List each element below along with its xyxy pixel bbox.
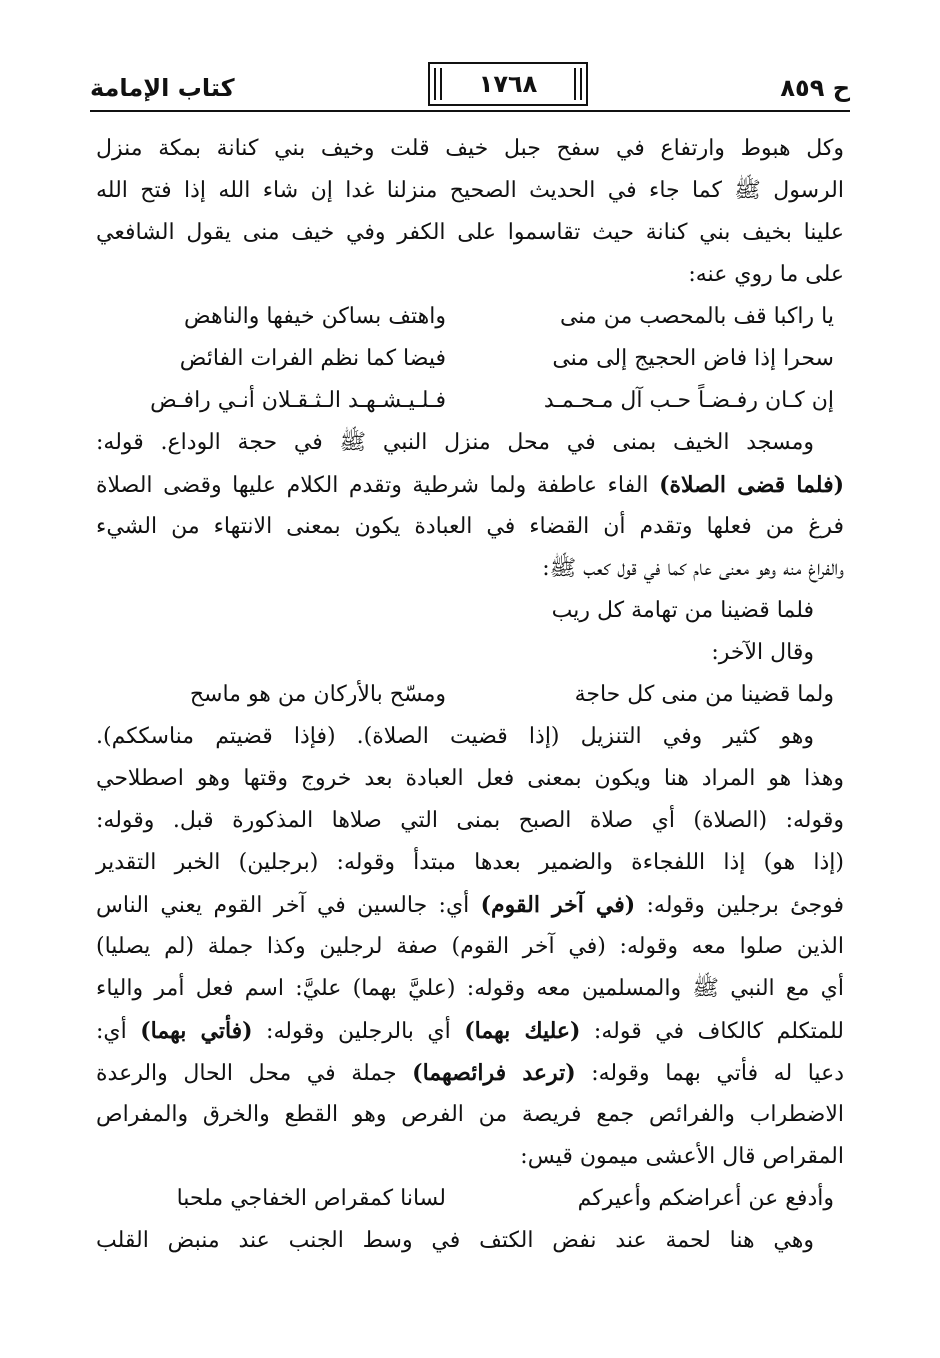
quoted-phrase: (فأتي بهما) xyxy=(140,1018,253,1044)
text-line: المقراص قال الأعشى ميمون قيس: xyxy=(520,1144,844,1169)
quoted-phrase: (ترعد فرائصهما) xyxy=(412,1060,576,1086)
poem-verse xyxy=(96,338,844,380)
verse-first-hemistich: ولما قضينا من منى كل حاجة xyxy=(574,682,834,707)
text-line xyxy=(96,1010,844,1052)
text-line: وهي هنا لحمة عند نفض الكتف في وسط الجنب عند منبض القلب xyxy=(96,1228,814,1253)
verse-second-hemistich: لسانا كمقراص الخفاجي ملحبا xyxy=(176,1186,446,1211)
page-number-frame xyxy=(428,62,588,106)
text-run: جملة في محل الحال والرعدة xyxy=(96,1061,413,1086)
verse-second-hemistich: واهتف بساكن خيفها والناهض xyxy=(184,304,446,329)
text-line: وكل هبوط وارتفاع في سفح جبل خيف قلت وخيف بني كنانة بمكة منزل xyxy=(96,136,844,161)
text-line: ومسجد الخيف بمنى في محل منزل النبي ﷺ في حجة الوداع. قوله: xyxy=(96,430,814,455)
hadith-reference: ح ٨٥٩ xyxy=(780,74,850,102)
text-line: الرسول ﷺ كما جاء في الحديث الصحيح منزلنا غدا إن شاء الله إذا فتح الله xyxy=(96,178,844,203)
text-run: أي: xyxy=(96,1019,141,1044)
book-title: كتاب الإمامة xyxy=(90,74,235,102)
verse-first-hemistich: وأدفع عن أعراضكم وأعيركم xyxy=(577,1186,834,1211)
page-header xyxy=(90,60,850,116)
poem-verse xyxy=(96,296,844,338)
text-line xyxy=(96,464,844,506)
page-number: ١٧٦٨ xyxy=(478,70,538,98)
text-run: الفاء عاطفة ولما شرطية وتقدم الكلام عليها وقضى الصلاة xyxy=(96,473,660,498)
verse-second-hemistich: فيضا كما نظم الفرات الفائض xyxy=(179,346,446,371)
text-line: الذين صلوا معه وقوله: (في آخر القوم) صفة لرجلين وكذا جملة (لم يصليا) xyxy=(96,934,844,959)
text-line: وقوله: (الصلاة) أي صلاة الصبح بمنى التي صلاها المذكورة قبل. وقوله: xyxy=(96,808,844,833)
text-run: فوجئ برجلين وقوله: xyxy=(635,893,844,918)
text-line xyxy=(96,884,844,926)
text-line: وهو كثير وفي التنزيل (إذا قضيت الصلاة). (فإذا قضيتم مناسككم). xyxy=(96,724,814,749)
verse-second-hemistich: ومسّح بالأركان من هو ماسح xyxy=(189,682,446,707)
text-run: دعيا له فأتي بهما وقوله: xyxy=(575,1061,844,1086)
verse-first-hemistich: سحرا إذا فاض الحجيج إلى منى xyxy=(552,346,834,371)
text-line: على ما روي عنه: xyxy=(688,262,844,287)
quoted-phrase: (عليك بهما) xyxy=(464,1018,581,1044)
poem-verse xyxy=(96,380,844,422)
text-line: الاضطراب والفرائص جمع فريصة من الفرص وهو القطع والخرق والمفراص xyxy=(96,1102,844,1127)
poem-verse xyxy=(96,590,844,632)
main-text xyxy=(96,128,844,1262)
text-line: (إذا هو) إذا اللفجاءة والضمير بعدها مبتدأ وقوله: (برجلين) الخبر التقدير xyxy=(96,850,844,875)
text-line: أي مع النبي ﷺ والمسلمين معه وقوله: (عليَّ بهما) عليَّ: اسم فعل أمر والياء xyxy=(96,976,844,1001)
text-line: وهذا هو المراد هنا ويكون بمعنى فعل العبادة بعد خروج وقتها وهو اصطلاحي xyxy=(96,766,844,791)
verse-second-hemistich: فـلـيـشـهـد الـثـقـلان أنـي رافـض xyxy=(150,388,446,413)
text-line xyxy=(96,1052,844,1094)
verse-first-hemistich: يا راكبا قف بالمحصب من منى xyxy=(559,304,834,329)
text-run: للمتكلم كالكاف في قوله: xyxy=(580,1019,844,1044)
text-run: أي: جالسين في آخر القوم يعني الناس xyxy=(96,893,481,918)
text-run: أي بالرجلين وقوله: xyxy=(252,1019,465,1044)
text-line: علينا بخيف بني كنانة حيث تقاسموا على الكفر وفي خيف منى يقول الشافعي xyxy=(96,220,844,245)
text-line: فرغ من فعلها وتقدم أن القضاء في العبادة يكون بمعنى الانتهاء من الشيء xyxy=(96,514,844,539)
verse-hemistich: فلما قضينا من تهامة كل ريب xyxy=(551,598,814,623)
quoted-phrase: (في آخر القوم) xyxy=(480,892,636,918)
verse-first-hemistich: إن كـان رفـضـاً حـب آل مـحـمـد xyxy=(543,388,834,413)
text-line: والفراغ منه وهو معنى عام كما في قول كعب ﷺ: xyxy=(542,556,844,581)
poem-verse xyxy=(96,674,844,716)
text-line: وقال الآخر: xyxy=(711,640,814,665)
poem-verse xyxy=(96,1178,844,1220)
quoted-phrase: (فلما قضى الصلاة) xyxy=(659,472,844,498)
header-rule xyxy=(90,110,850,112)
